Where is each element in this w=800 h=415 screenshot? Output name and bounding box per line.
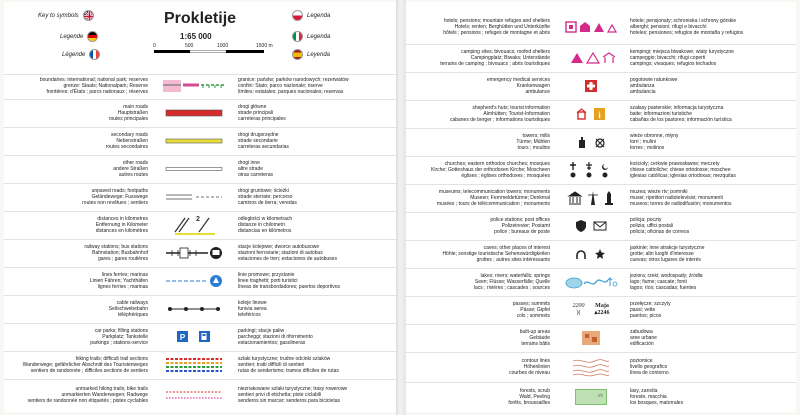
forest-symbol — [556, 389, 626, 405]
boundary-symbol — [154, 77, 234, 95]
contour-symbol — [556, 357, 626, 377]
pass-summit-symbol — [556, 303, 626, 317]
italy-flag-icon — [292, 31, 303, 42]
museum-tower-monument-icon — [556, 189, 626, 207]
legend-row-secondary-roads: secondary roads Nebenstraßen routes secondaires drogi drugorzędne strade secondarie carreteras secundarias — [4, 127, 396, 154]
legend-row-unpaved-roads: unpaved roads; footpaths Geländewege; Fusswege routes non revêtues ; sentiers drogi gruntowe; ścieżki strade sterrate; percorso caminos de tierra; veredas — [4, 183, 396, 210]
legend-row-unmarked-trails: unmarked hiking trails; bike trails unmarkierten Wanderwegen; Radwege sentiers de randonnée non étiquetés ; pistes cyclables nieznakowane szlaki turystyczne; trasy rowerowe sentieri privi di etichetta; piste ciclabili senderos sin marcar; senderos para bicicletas — [4, 379, 396, 410]
legend-row-main-roads: main roads Hauptstraßen routes principales drogi główne strade principali carreteras principales — [4, 99, 396, 126]
legend-row-churches: churches; eastern orthodox churches; mosques Kirche; Gotteshaus der orthodoxen Kirche; Moscheen églises ; églises orthodoxes ; mosquées kościoły; cerkwie prawosławne; meczety chiese cattoliche; chiese ortodosse; moschee iglesias católicas; iglesias ortodoxas; mezquitas — [406, 156, 796, 183]
france-flag-icon — [89, 49, 100, 60]
legend-row-car-parks: car parks; filling stations Parkplatz; Tankstelle parkings ; stations-service P parkingi; stacje paliw parcheggi; stazioni di rifornimento estacionamientos; gasolineras — [4, 323, 396, 350]
scale-bar — [154, 50, 264, 53]
summit-symbol — [594, 303, 609, 317]
police-post-icon — [556, 219, 626, 233]
scale-tick-0: 0 — [153, 43, 156, 49]
legend-row-caves: caves; other places of interest Höhle; sonstige touristische Sehenswürdigkeiten grottes ; autres sites intéressants jaskinie; inne atrakcje turystyczne grotte; altri luoghi d'interesse cuevas; otros lugares de interés — [406, 240, 796, 267]
legend-row-hotels: hotels; pensions; mountain refuges and shelters Hotels; renten; Berghütten und Unterkünfte hôtels ; pensions ; refuges de montagne et abris hotele; pensjonaty; schroniska i schrony górskie alberghi; pensioni; rifugi e bivacchi hoteles; pensiones; refugios de montaña y refugios — [443, 17, 744, 37]
lang-en-label: Key to symbols — [38, 12, 79, 19]
pass-symbol — [572, 303, 584, 317]
scale-tick-2: 1000 — [217, 43, 229, 49]
legend-row-boundaries: boundaries: international; national park; reserves grenze: Staats; Nationalpark; Reserve frontières: d'États ; parcs nationaux ; réserves granice: państw; parków narodowych; rezerwatów confini: Stato; parco nazionale; riserve límites: estatales; parques nacionales; reservas — [4, 74, 396, 97]
legend-row-museums: museums; telecommunication towers; monuments Museen; Fernmeldetürme; Denkmal musées ; tours de télécommunication ; monuments muzea; wieże rtv; pomniki musei; ripetitori radiotelevisivi; monumenti museos; torres de radiodifusión; monumentos — [406, 184, 796, 211]
map-title: Prokletije — [164, 10, 237, 27]
lang-it-label: Legenda — [307, 33, 331, 40]
cable-railway-symbol — [154, 304, 234, 314]
summit-triangle-icon: ▴ — [594, 310, 598, 316]
summit-marker — [594, 310, 609, 317]
legend-row-distances: distances in kilometres Entfernung in Kilometer distances en kilomètres 2 odległości w kilometrach distanze in chilometri distancias en kilómetros — [4, 211, 396, 238]
legend-header — [4, 2, 396, 74]
right-page — [406, 2, 796, 412]
railway-symbol — [154, 245, 234, 261]
legend-row-police: police stations; post offices Polizeirevier; Postamt police ; bureaux de poste policja; poczty polizia; uffici postali policía; oficinas de correos — [406, 212, 796, 239]
lang-fr-label: Légende — [62, 51, 86, 58]
unmarked-trail-symbol — [154, 388, 234, 402]
lang-pl-label: Legenda — [307, 12, 331, 19]
pass-marker-icon: )( — [576, 310, 581, 316]
book-gutter — [396, 0, 406, 415]
unpaved-road-symbol — [154, 192, 234, 202]
lang-fr — [62, 49, 100, 60]
scale-tick-3: 1500 m — [256, 43, 273, 49]
ambulance-icon — [556, 79, 626, 93]
lang-es — [292, 49, 330, 60]
pass-elevation: 2200 — [572, 303, 585, 309]
hiking-trail-symbol — [154, 356, 234, 374]
main-road-symbol — [154, 108, 234, 118]
legend-row-other-roads: other roads andere Straßen autres routes drogi inne altre strade otras carreteras — [4, 155, 396, 182]
svg-text:i: i — [598, 110, 601, 120]
distance-value: 2 — [196, 216, 200, 223]
legend-row-cable-railways: cable railways Seilschwebebahn téléphériques koleje linowe funivia aerea teleféricos — [4, 295, 396, 322]
legend-row-contour: contour lines Höhenlinien courbes de niveau poziomice livello geografico línea de contorno — [406, 352, 796, 381]
summit-name: Maja — [595, 303, 609, 309]
svg-text:P: P — [179, 333, 186, 342]
legend-row-ferries: lines ferries; marinas Linien Fähren; Yachthäfen lignes ferries ; marinas linie promowe; przystanie linee traghetti; porti turistici líneas de transbordadores; puertos deportivos — [4, 267, 396, 294]
camping-icon — [556, 51, 626, 65]
uk-flag-icon — [83, 10, 94, 21]
germany-flag-icon — [87, 31, 98, 42]
forest-swatch — [575, 389, 607, 405]
legend-row-lakes: lakes; rivers; waterfalls; springs Seen; Flüsse; Wasserfälle; Quelle lacs ; rivières ; cascades ; sources jeziora; rzeki; wodospady; źródła lago; fiume; cascate; fonti lagos; ríos; cascadas; fuentes — [406, 268, 796, 295]
spain-flag-icon — [292, 49, 303, 60]
built-up-symbol — [556, 330, 626, 346]
lang-es-label: Leyenda — [307, 51, 331, 58]
lang-it — [292, 31, 330, 42]
legend-row-hiking-trails: hiking trails; difficult trail sections Wanderwege; gefährlicher Abschnitt des Touristenweges sentiers de randonnée ; difficiles sections de sentiers szlaki turystyczne; trudne odcinki szlaków sentieri; tratti difficili di sentieri rutas de senderismo; tramos difíciles de rutas — [4, 351, 396, 378]
lang-en — [38, 10, 94, 21]
legend-row-towers: towers; mills Türme; Mühlen tours ; moulins wieże obronne, młyny torri ; mulini torres ; molinos — [406, 128, 796, 155]
legend-row-ambulance: emergency medical services Krankenwagen ambulance pogotowie ratunkowe ambulanza ambulancia — [406, 72, 796, 99]
legend-row-railway: railway stations; bus stations Bahnstation; Busbahnhof gares ; gares routières stacje kolejowe; dworce autobusowe stazioni ferroviarie; stazioni di autobus estaciones de tren; estaciones de autobuses — [4, 239, 396, 266]
legend-row-shepherd-huts: shepherd's huts; tourist information Almhütten; Tourist-Information cabanes de berger ; informations touristiques i szałasy pasterskie; informacja turystyczna baite; informazioni turistiche cabañas de los pastores; información turística — [406, 100, 796, 127]
legend-row-built-up: built-up areas Gebäude terrains bâtis zabudowa aree urbane edificación — [406, 324, 796, 351]
water-icon — [556, 274, 626, 290]
legend-row-forests: forests, scrub Wald, Peeling forêts, broussailles ris lasy, zarośla foreste, macchia los bosques, matorrales — [406, 382, 796, 411]
hut-info-icon — [556, 107, 626, 121]
left-page — [4, 2, 396, 412]
legend-row-camping: camping sites; bivouacs; roofed shelters Campingplatz; Biwaks; Unterstände terrains de camping ; bivouacs ; abris touristiques kempingi; miejsca biwakowe; wiaty turystyczne campeggio; bivacchi; rifugi coperti campings; vivaques; refugios techados — [406, 44, 796, 71]
lang-de-label: Legende — [60, 33, 84, 40]
other-road-symbol — [154, 164, 234, 174]
cave-poi-icon — [556, 247, 626, 261]
secondary-road-symbol — [154, 136, 234, 146]
forest-swatch-label: ris — [597, 393, 603, 399]
legend-row-passes: passes; summits Pässe; Gipfel cols ; sommets 2200 )( Maja ▴2246 przełęcze; szczyty passi; vette puertos; picos — [406, 296, 796, 323]
map-scale: 1:65 000 — [180, 32, 212, 41]
distance-symbol — [154, 214, 234, 236]
poland-flag-icon — [292, 10, 303, 21]
scale-tick-1: 500 — [185, 43, 194, 49]
lang-de — [60, 31, 98, 42]
lang-pl — [292, 10, 330, 21]
ferry-symbol — [154, 273, 234, 289]
parking-fuel-symbol — [154, 330, 234, 344]
tower-mill-icon — [556, 135, 626, 149]
church-mosque-icon — [556, 160, 626, 180]
summit-elevation: 2246 — [597, 310, 610, 316]
hotel-icon — [556, 20, 626, 34]
